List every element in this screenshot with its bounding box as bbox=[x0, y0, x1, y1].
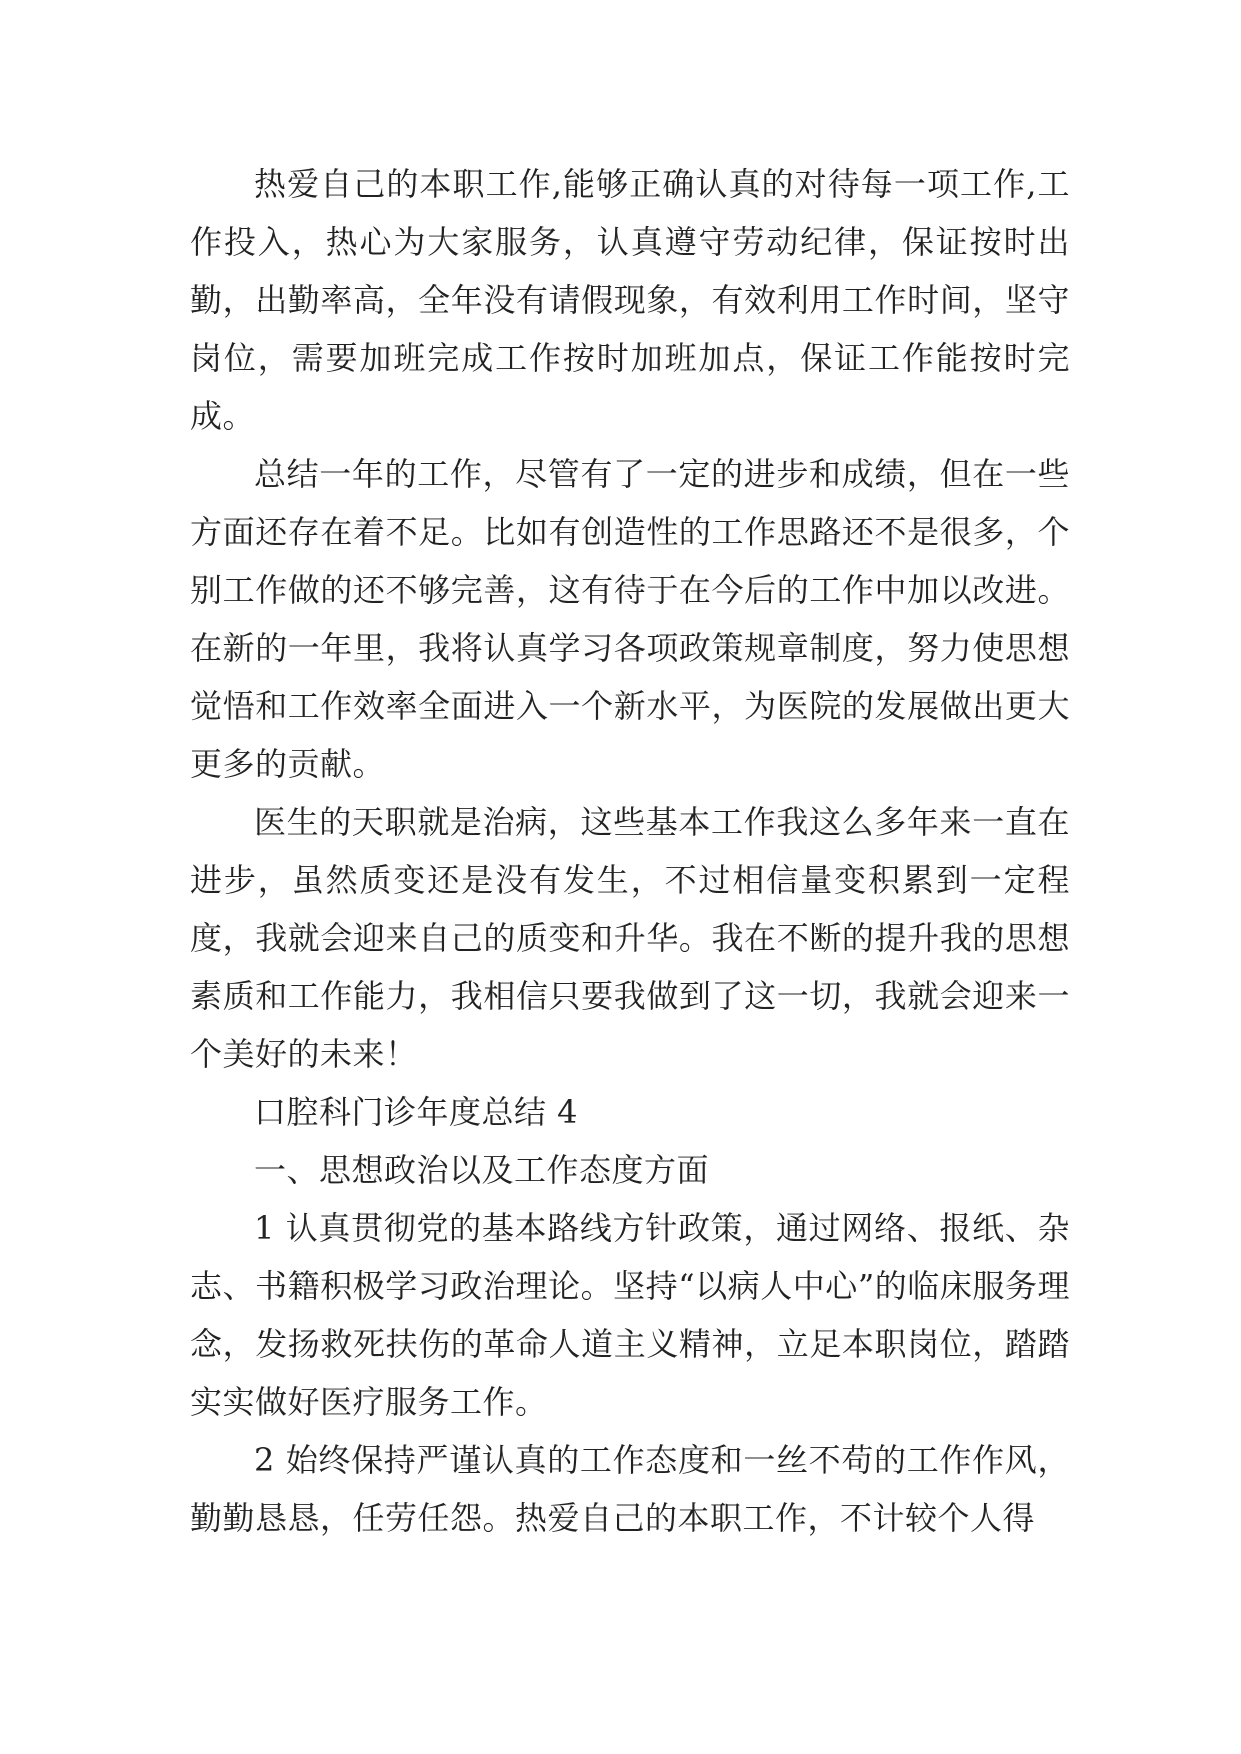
item-2: 2 始终保持严谨认真的工作态度和一丝不苟的工作作风，勤勤恳恳，任劳任怨。热爱自己的本职工作，不计较个人得 bbox=[190, 1441, 1070, 1537]
subsection-heading: 一、思想政治以及工作态度方面 bbox=[254, 1151, 710, 1189]
document-body bbox=[190, 155, 1070, 1547]
paragraph-1: 热爱自己的本职工作,能够正确认真的对待每一项工作,工作投入，热心为大家服务，认真遵守劳动纪律，保证按时出勤，出勤率高，全年没有请假现象，有效利用工作时间，坚守岗位，需要加班完成工作按时加班加点，保证工作能按时完成。 bbox=[190, 165, 1070, 435]
section-title: 口腔科门诊年度总结 4 bbox=[254, 1093, 579, 1131]
paragraph-2: 总结一年的工作，尽管有了一定的进步和成绩，但在一些方面还存在着不足。比如有创造性的工作思路还不是很多，个别工作做的还不够完善，这有待于在今后的工作中加以改进。在新的一年里，我将认真学习各项政策规章制度，努力使思想觉悟和工作效率全面进入一个新水平，为医院的发展做出更大更多的贡献。 bbox=[190, 455, 1070, 783]
item-1: 1 认真贯彻党的基本路线方针政策，通过网络、报纸、杂志、书籍积极学习政治理论。坚持“以病人中心”的临床服务理念，发扬救死扶伤的革命人道主义精神，立足本职岗位，踏踏实实做好医疗服务工作。 bbox=[190, 1209, 1070, 1421]
paragraph-3: 医生的天职就是治病，这些基本工作我这么多年来一直在进步，虽然质变还是没有发生，不过相信量变积累到一定程度，我就会迎来自己的质变和升华。我在不断的提升我的思想素质和工作能力，我相信只要我做到了这一切，我就会迎来一个美好的未来！ bbox=[190, 803, 1070, 1073]
